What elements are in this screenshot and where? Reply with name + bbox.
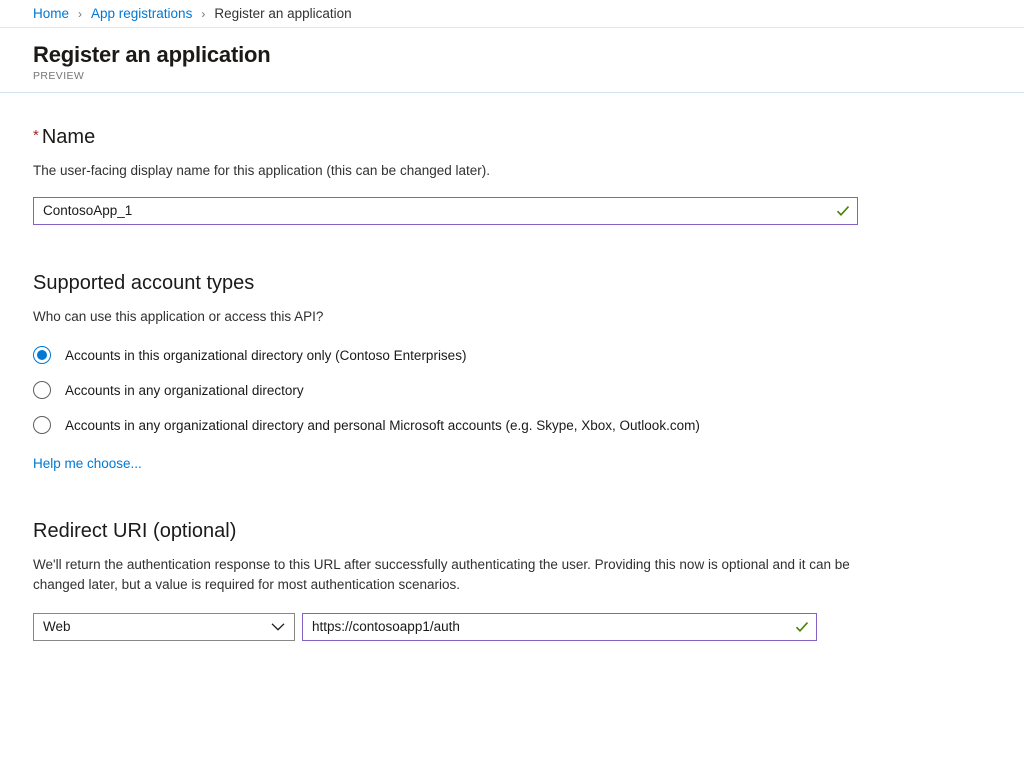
radio-option-any-org-and-personal[interactable] [33,416,991,434]
redirect-uri-row [33,613,991,641]
breadcrumb-item-home[interactable]: Home [33,6,70,21]
checkmark-icon [836,204,850,218]
redirect-uri-input-container[interactable] [302,613,817,641]
radio-unselected-icon[interactable] [33,381,51,399]
help-me-choose-link[interactable]: Help me choose... [33,456,142,472]
radio-unselected-icon[interactable] [33,416,51,434]
name-input-container[interactable] [33,197,858,225]
name-section [33,125,991,225]
breadcrumb-item-app-registrations[interactable]: App registrations [91,6,193,21]
breadcrumb-item-current: Register an application [214,6,352,21]
account-types-heading: Supported account types [33,271,255,294]
account-types-description: Who can use this application or access this API? [33,308,324,324]
breadcrumb [0,0,1024,28]
redirect-uri-input[interactable] [303,614,816,640]
redirect-uri-type-value: Web [43,619,71,635]
radio-label: Accounts in any organizational directory [65,382,304,398]
required-asterisk: * [33,127,39,145]
chevron-down-icon[interactable] [271,622,285,631]
radio-option-any-org-directory[interactable] [33,381,991,399]
checkmark-icon [795,620,809,634]
radio-label: Accounts in any organizational directory and personal Microsoft accounts (e.g. Skype, Xbox, Outlook.com) [65,417,700,433]
page-title: Register an application [33,42,271,67]
redirect-uri-heading: Redirect URI (optional) [33,520,237,543]
preview-badge: PREVIEW [33,70,85,83]
page-header [0,28,1024,82]
redirect-uri-type-select[interactable] [33,613,295,641]
breadcrumb-separator-icon: › [201,6,206,21]
name-heading-label: Name [41,126,96,149]
name-description: The user-facing display name for this application (this can be changed later). [33,163,490,179]
breadcrumb-separator-icon: › [78,6,83,21]
radio-option-org-directory-only[interactable] [33,346,991,364]
name-input[interactable] [34,198,857,224]
radio-label: Accounts in this organizational directory only (Contoso Enterprises) [65,347,467,363]
name-heading [33,125,991,149]
redirect-uri-description: We'll return the authentication response to this URL after successfully authenticating the user. Providing this now is optional and it can be changed later, but a value is required for most authentication scenarios. [33,557,850,592]
account-types-section [33,271,991,474]
redirect-uri-section [33,519,991,640]
account-types-radio-group [33,346,991,434]
radio-selected-icon[interactable] [33,346,51,364]
registration-form [0,93,1024,640]
